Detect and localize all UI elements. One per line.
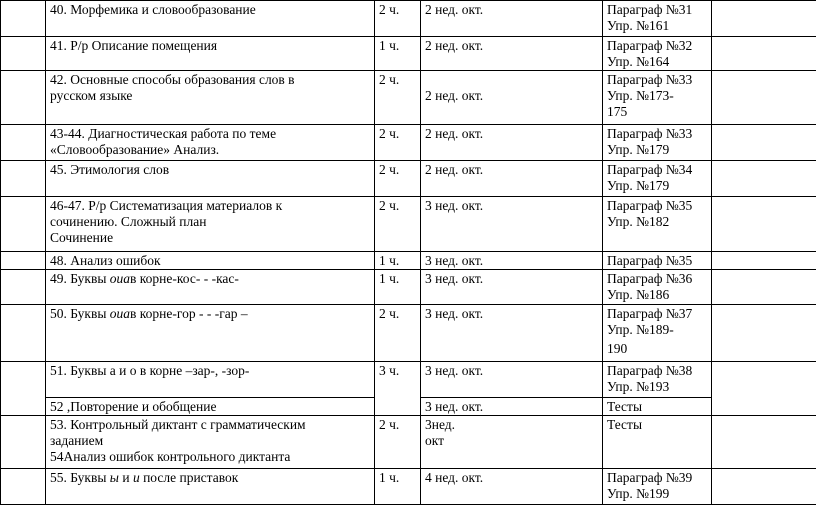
homework-cell: Параграф №36 Упр. №186	[603, 270, 712, 305]
homework-cell: Тесты	[603, 398, 712, 416]
hours-cell: 2 ч.	[375, 1, 421, 37]
number-cell	[1, 71, 46, 125]
number-cell	[1, 469, 46, 505]
timing-cell: 3 нед. окт.	[421, 252, 603, 270]
number-cell	[1, 1, 46, 37]
timing-cell: 2 нед. окт.	[421, 125, 603, 161]
timing-cell: 4 нед. окт.	[421, 469, 603, 505]
notes-cell	[712, 305, 816, 362]
topic-cell: 48. Анализ ошибок	[46, 252, 375, 270]
timing-cell: 3 нед. окт.	[421, 197, 603, 252]
topic-cell: 52 ,Повторение и обобщение	[46, 398, 375, 416]
homework-cell: Параграф №38 Упр. №193	[603, 362, 712, 398]
topic-cell: 41. Р/р Описание помещения	[46, 37, 375, 71]
homework-cell: Параграф №33 Упр. №173- 175	[603, 71, 712, 125]
number-cell	[1, 161, 46, 197]
table-row	[1, 305, 816, 362]
number-cell	[1, 362, 46, 416]
notes-cell	[712, 270, 816, 305]
table-row	[1, 37, 816, 71]
table-row	[1, 161, 816, 197]
hours-cell: 1 ч.	[375, 252, 421, 270]
topic-cell: 50. Буквы оиав корне-гор - - -гар –	[46, 305, 375, 362]
topic-cell: 40. Морфемика и словообразование	[46, 1, 375, 37]
notes-cell	[712, 252, 816, 270]
topic-cell: 49. Буквы оиав корне-кос- - -кас-	[46, 270, 375, 305]
table-row	[1, 469, 816, 505]
hours-cell: 1 ч.	[375, 270, 421, 305]
timing-cell: 3 нед. окт.	[421, 305, 603, 362]
table-row	[1, 1, 816, 37]
timing-cell: 3 нед. окт.	[421, 398, 603, 416]
timing-cell: 2 нед. окт.	[421, 37, 603, 71]
timing-cell: 3нед. окт	[421, 416, 603, 469]
notes-cell	[712, 416, 816, 469]
timing-cell: 2 нед. окт.	[421, 161, 603, 197]
table-row	[1, 71, 816, 125]
homework-cell: Тесты	[603, 416, 712, 469]
notes-cell	[712, 37, 816, 71]
topic-cell: 43-44. Диагностическая работа по теме «Словообразование» Анализ.	[46, 125, 375, 161]
topic-cell: 45. Этимология слов	[46, 161, 375, 197]
number-cell	[1, 252, 46, 270]
homework-cell: Параграф №32 Упр. №164	[603, 37, 712, 71]
topic-cell: 46-47. Р/р Систематизация материалов к сочинению. Сложный план Сочинение	[46, 197, 375, 252]
number-cell	[1, 416, 46, 469]
homework-cell: Параграф №31 Упр. №161	[603, 1, 712, 37]
hours-cell: 2 ч.	[375, 71, 421, 125]
hours-cell: 1 ч.	[375, 37, 421, 71]
timing-cell: 3 нед. окт.	[421, 362, 603, 398]
topic-cell: 51. Буквы а и о в корне –зар-, -зор-	[46, 362, 375, 398]
hours-cell: 2 ч.	[375, 161, 421, 197]
notes-cell	[712, 125, 816, 161]
topic-cell: 53. Контрольный диктант с грамматическим заданием 54Анализ ошибок контрольного диктанта	[46, 416, 375, 469]
hours-cell: 2 ч.	[375, 305, 421, 362]
number-cell	[1, 197, 46, 252]
homework-cell: Параграф №37 Упр. №189- 190	[603, 305, 712, 362]
number-cell	[1, 305, 46, 362]
homework-cell: Параграф №39 Упр. №199	[603, 469, 712, 505]
number-cell	[1, 125, 46, 161]
table-row	[1, 125, 816, 161]
homework-cell: Параграф №35 Упр. №182	[603, 197, 712, 252]
notes-cell	[712, 362, 816, 416]
homework-cell: Параграф №33 Упр. №179	[603, 125, 712, 161]
notes-cell	[712, 1, 816, 37]
hours-cell: 3 ч.	[375, 362, 421, 416]
number-cell	[1, 270, 46, 305]
table-row	[1, 252, 816, 270]
homework-cell: Параграф №35	[603, 252, 712, 270]
hours-cell: 2 ч.	[375, 197, 421, 252]
table-row	[1, 416, 816, 469]
table-row	[1, 270, 816, 305]
hours-cell: 2 ч.	[375, 416, 421, 469]
homework-cell: Параграф №34 Упр. №179	[603, 161, 712, 197]
notes-cell	[712, 71, 816, 125]
number-cell	[1, 37, 46, 71]
table-row	[1, 197, 816, 252]
timing-cell: 2 нед. окт.	[421, 1, 603, 37]
hours-cell: 2 ч.	[375, 125, 421, 161]
hours-cell: 1 ч.	[375, 469, 421, 505]
notes-cell	[712, 197, 816, 252]
table-row	[1, 362, 816, 398]
topic-cell: 42. Основные способы образования слов в русском языке	[46, 71, 375, 125]
timing-cell: 2 нед. окт.	[421, 71, 603, 125]
timing-cell: 3 нед. окт.	[421, 270, 603, 305]
notes-cell	[712, 161, 816, 197]
topic-cell: 55. Буквы ы и и после приставок	[46, 469, 375, 505]
notes-cell	[712, 469, 816, 505]
